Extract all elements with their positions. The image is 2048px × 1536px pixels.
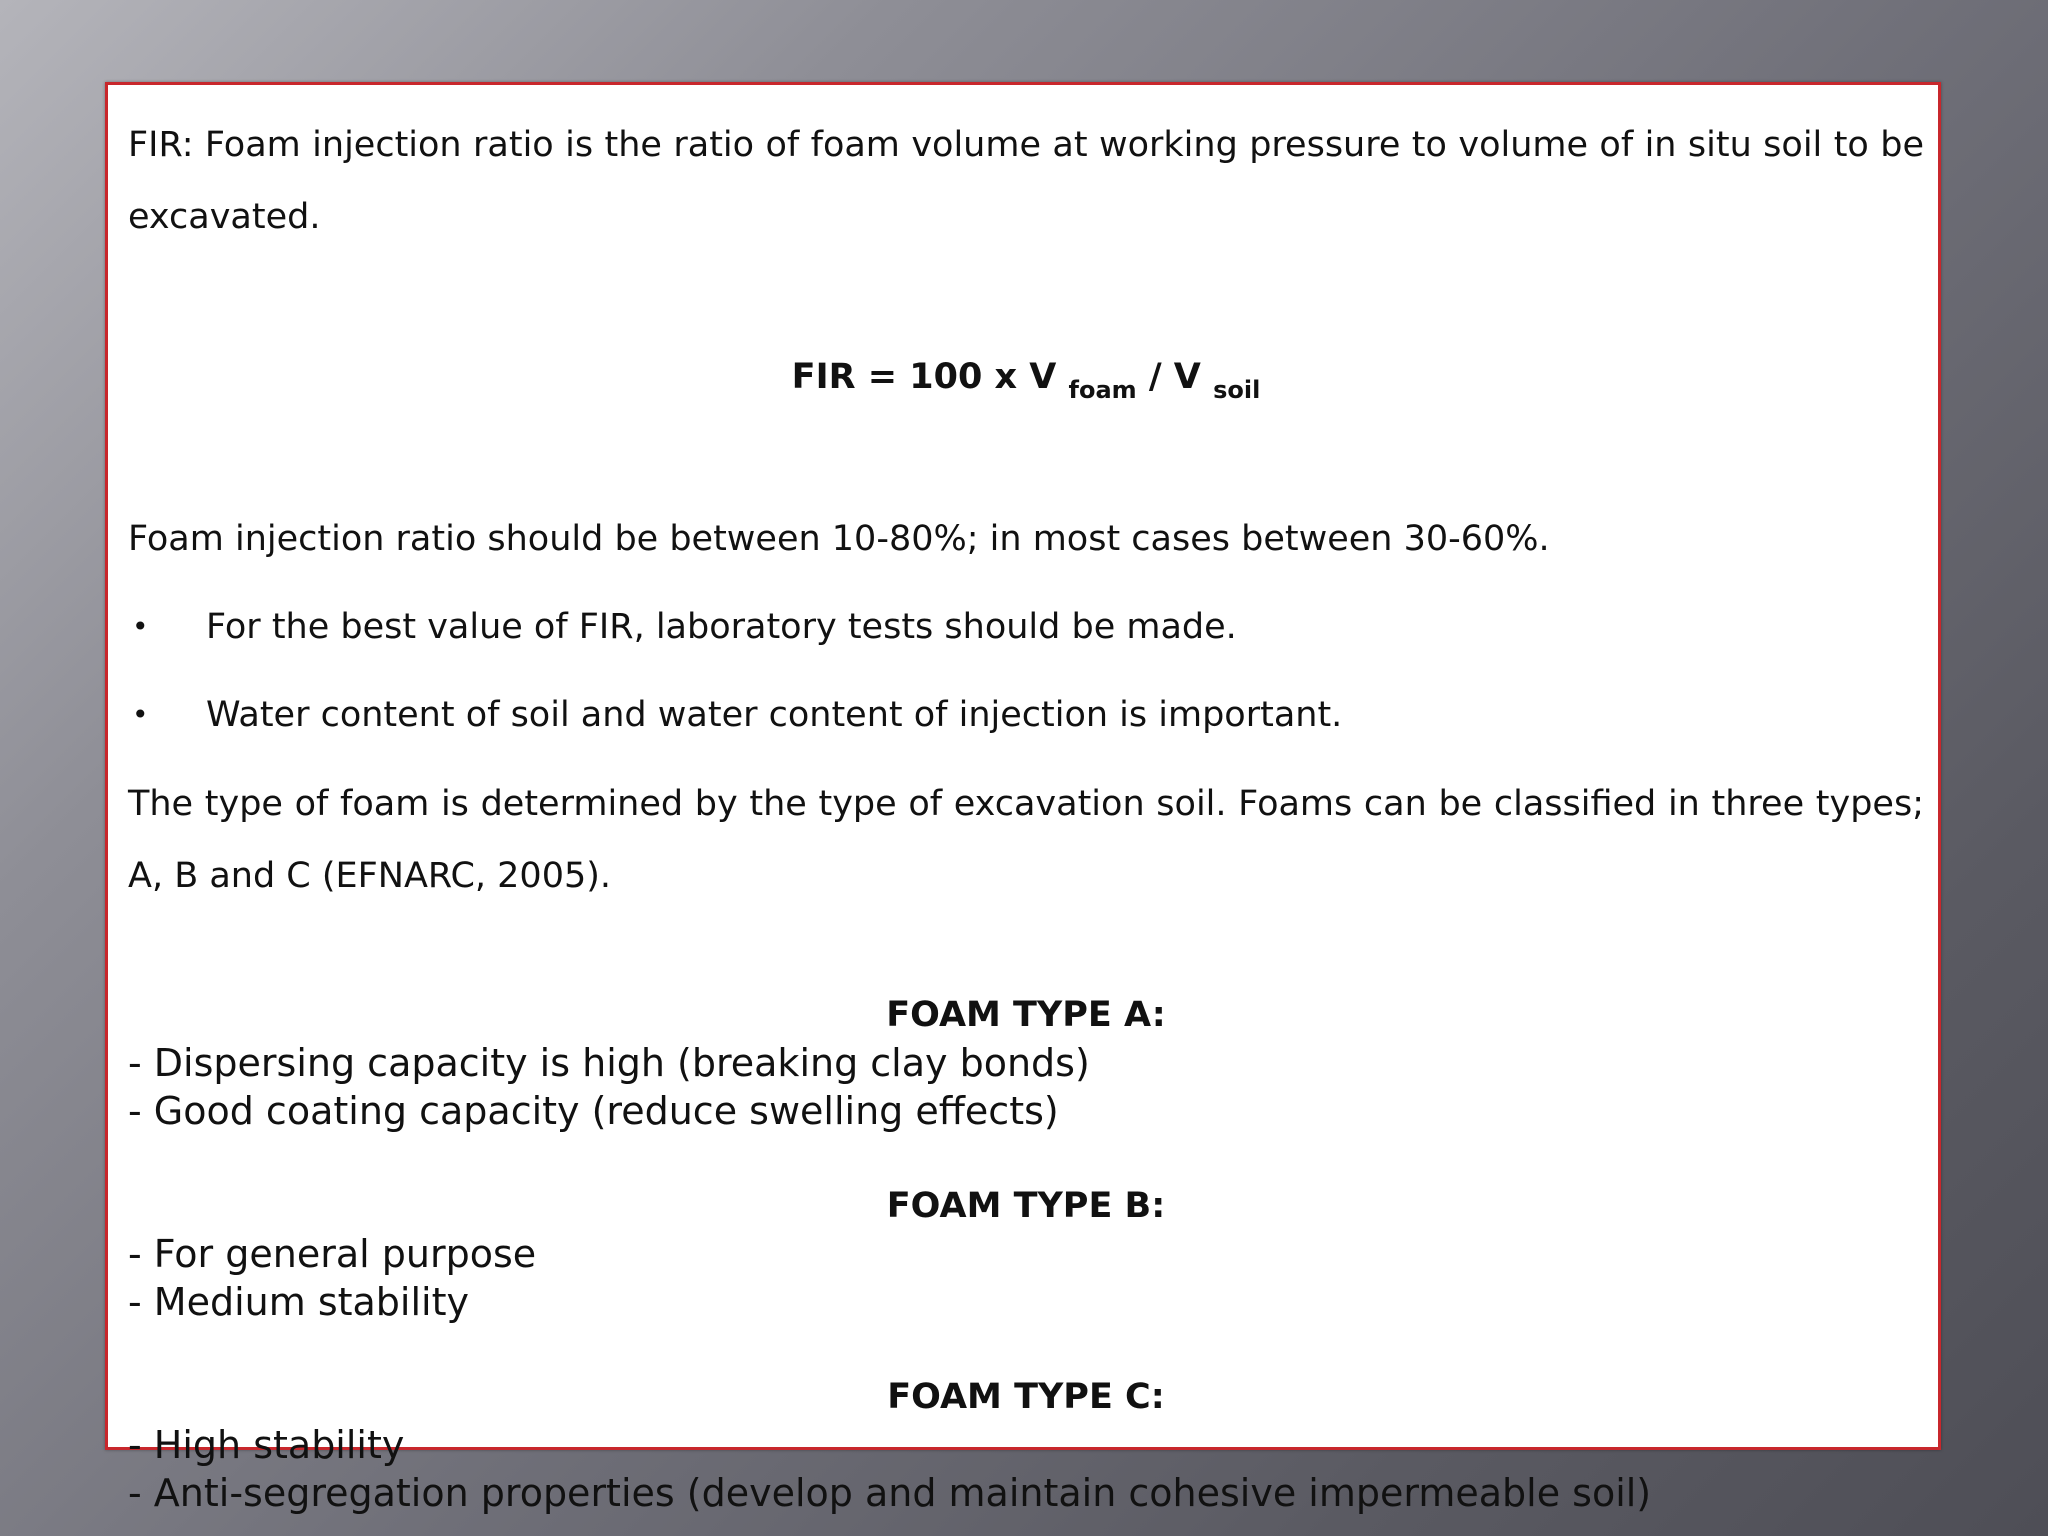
range-paragraph: Foam injection ratio should be between 10-80%; in most cases between 30-60%. [128,519,1550,559]
slide-content-panel [105,82,1941,1515]
formula-mid: / V [1136,357,1201,397]
formula-subscript-soil: soil [1213,376,1261,404]
foam-type-heading: FOAM TYPE A: [886,995,1166,1035]
foam-type-c-section [128,1373,1924,1517]
foam-type-item: - Good coating capacity (reduce swelling effects) [128,1089,1059,1133]
bullet-text: For the best value of FIR, laboratory tests should be made. [206,607,1237,647]
fir-formula [128,347,1924,420]
formula-main: FIR = 100 x V [791,357,1057,397]
foam-type-item: - Medium stability [128,1280,469,1324]
formula-subscript-foam: foam [1068,376,1137,404]
foam-type-heading: FOAM TYPE B: [886,1186,1166,1226]
bullet-dot-icon: • [132,698,149,731]
foam-type-b-section [128,1182,1924,1326]
foam-type-a-section [128,991,1924,1135]
foam-type-item: - Dispersing capacity is high (breaking clay bonds) [128,1041,1090,1085]
intro-paragraph: FIR: Foam injection ratio is the ratio of foam volume at working pressure to volume of in situ soil to be excavated. [128,125,1924,237]
foam-types-paragraph: The type of foam is determined by the type of excavation soil. Foams can be classified in three types; A, B and C (EFNARC, 2005). [128,784,1924,896]
bullet-text: Water content of soil and water content of injection is important. [206,695,1343,735]
foam-type-item: - For general purpose [128,1232,537,1276]
foam-type-item: - Anti-segregation properties (develop and maintain cohesive impermeable soil) [128,1471,1652,1515]
foam-type-heading: FOAM TYPE C: [887,1377,1165,1417]
foam-type-item: - High stability [128,1423,405,1467]
bullet-dot-icon: • [132,610,149,643]
